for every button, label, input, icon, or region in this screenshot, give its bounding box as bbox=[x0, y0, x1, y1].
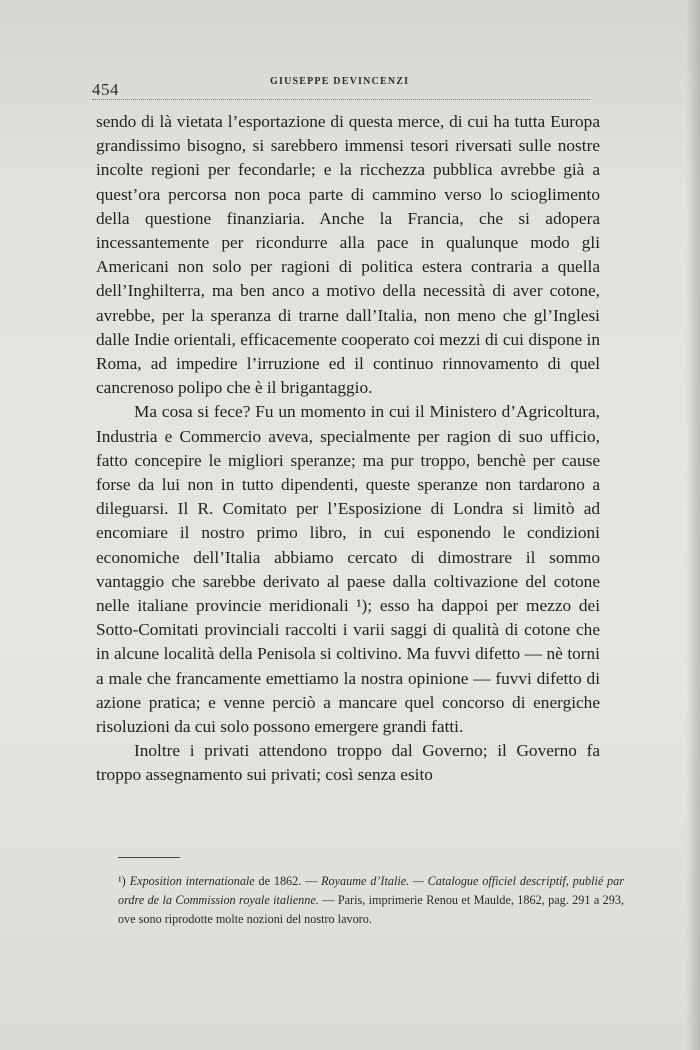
paragraph-2: Ma cosa si fece? Fu un momento in cui il Ministero d’Agricoltura, Industria e Commercio aveva, specialmente per ragion di suo ufficio, fatto concepire le migliori speranze; ma pur troppo, benchè per cause forse da lui non in tutto dipendenti, queste speranze non tardarono a dileguarsi. Il R. Comitato per l’Esposizione di Londra si limitò ad encomiare il nostro primo libro, in cui esponendo le condizioni economiche dell’Italia abbiamo cercato di dimostrare il sommo vantaggio che sarebbe derivato al paese dalla coltivazione del cotone nelle italiane provincie meridionali ¹); esso ha dappoi per mezzo dei Sotto-Comitati provinciali raccolti i varii saggi di qualità di cotone che in alcune località della Penisola si coltivino. Ma fuvvi difetto — nè torni a male che francamente emettiamo la nostra opinione — fuvvi difetto di azione pratica; e venne perciò a mancare quel concorso di energiche risoluzioni da cui solo possono emergere grandi fatti. bbox=[96, 402, 600, 737]
main-text bbox=[96, 110, 600, 788]
footnote bbox=[118, 872, 624, 929]
page-edge-shadow bbox=[686, 0, 700, 1050]
running-title: GIUSEPPE DEVINCENZI bbox=[270, 76, 410, 87]
paragraph-3: Inoltre i privati attendono troppo dal Governo; il Governo fa troppo assegnamento sui privati; così senza esito bbox=[96, 741, 600, 785]
footnote-italic-1: Exposition internationale bbox=[129, 874, 255, 888]
paragraph-1: sendo di là vietata l’esportazione di questa merce, di cui ha tutta Europa grandissimo bisogno, si sarebbero immensi tesori riversati sulle nostre incolte regioni per fecondarle; e la ricchezza pubblica avrebbe già a quest’ora percorsa non poca parte di cammino verso lo scioglimento della questione finanziaria. Anche la Francia, che si adopera incessantemente per ricondurre alla pace in qualunque modo gli Americani non solo per ragioni di politica estera contraria a quella dell’Inghilterra, ma ben anco a motivo della necessità di aver cotone, avrebbe, per la speranza di trarne dall’Italia, non meno che gl’Inglesi dalle Indie orientali, efficacemente cooperato coi mezzi di cui dispone in Roma, ad impedire l’irruzione ed il continuo rinnovamento di quel cancrenoso polipo che è il brigantaggio. bbox=[96, 112, 600, 398]
page-number: 454 bbox=[92, 80, 119, 99]
footnote-separator bbox=[118, 857, 180, 858]
running-head bbox=[92, 76, 592, 104]
footnote-italic-2: Royaume d’Italie. — Catalogue officiel descriptif, publié par ordre de la Commission royale italienne. bbox=[118, 874, 624, 907]
header-dotted-rule bbox=[92, 99, 590, 100]
footnote-mark: ¹) bbox=[118, 874, 126, 888]
footnote-plain-1: de 1862. — bbox=[254, 874, 322, 888]
footnote-plain-2: — Paris, imprimerie Renou et Maulde, 1862, pag. 291 a 293, ove sono riprodotte molte nozioni del nostro lavoro. bbox=[118, 893, 624, 926]
